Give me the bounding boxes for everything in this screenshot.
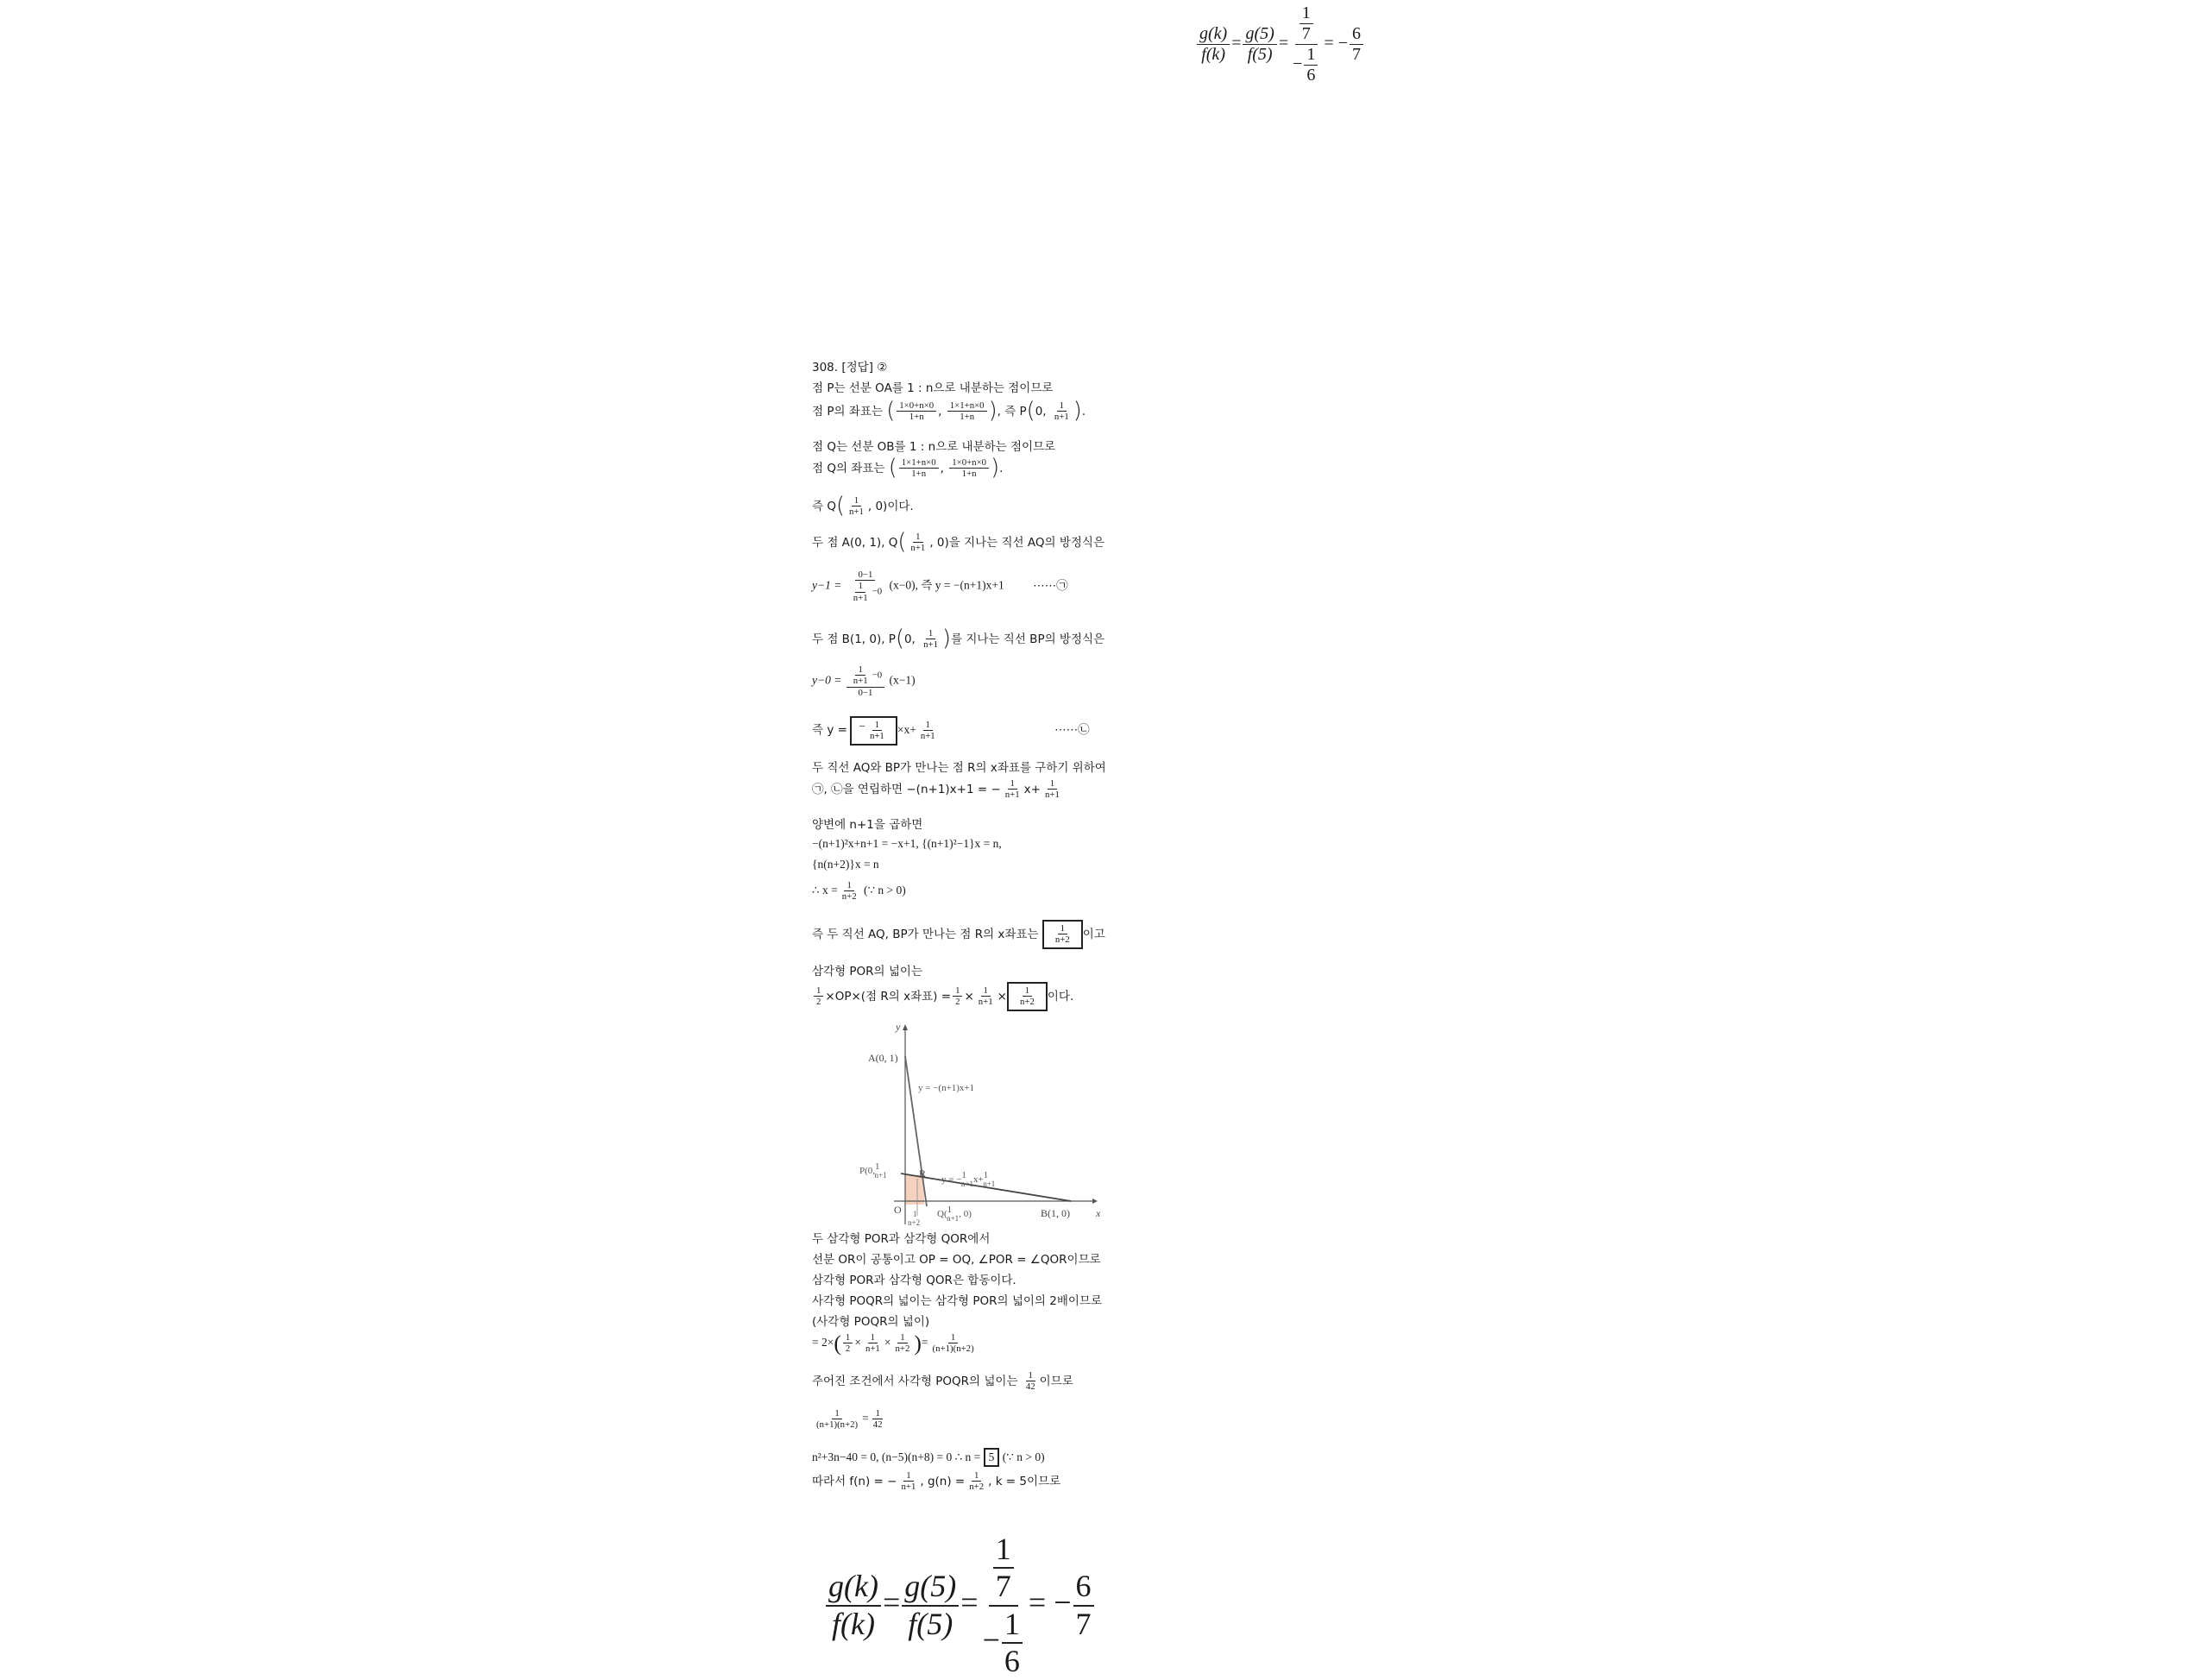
text-line: $\frac{1}{(n+1)(n+2)}$ = $\frac{1}{42}$ [816, 1408, 883, 1431]
text-line: 점 P의 좌표는 ( $\frac{1\times 0+n\times 0}{1+n}$ , $\frac{1\times 1+n\times 0}{1+n}$ ), 즉 P(0, $\frac{1}{n+1}$ ). [812, 398, 1086, 425]
fraction: $\frac{g(k)}{f(k)}$ [826, 1569, 881, 1642]
fraction: $\frac{6}{7}$ [1073, 1569, 1094, 1642]
answer-box: 5 [984, 1448, 1000, 1467]
point-a-label: A(0, 1) [868, 1052, 898, 1064]
r-x-label-den: n+2 [908, 1218, 921, 1227]
text-line: 주어진 조건에서 사각형 POQR의 넓이는 $\frac{1}{42}$ 이므로 [812, 1370, 1073, 1393]
fraction: $\frac{1}{7}$ − $\frac{1}{6}$ [1290, 3, 1322, 85]
text-line: −(n+1)²x+n+1 = −x+1, {(n+1)²−1}x = n, [812, 837, 1002, 850]
text-line: $\frac{1}{2}$ ×OP×(점 R의 x좌표) = $\frac{1}{2}$ × $\frac{1}{n+1}$ × $\frac{1}{n+2}$ 이다. [812, 982, 1073, 1011]
text-line: 즉 두 직선 AQ, BP가 만나는 점 R의 x좌표는 $\frac{1}{n+2}$ 이고 [812, 920, 1105, 949]
text-line: 두 점 A(0, 1), Q( $\frac{1}{n+1}$ , 0)을 지나는 직선 AQ의 방정식은 [812, 529, 1104, 556]
x-axis-arrow [1092, 1199, 1098, 1204]
fraction: $\frac{g(5)}{f(5)}$ [902, 1569, 959, 1642]
text-line: y−0 = $\frac{1}{n+1}$ −0 0−1 (x−1) [812, 664, 916, 698]
fraction: $\frac{6}{7}$ [1350, 24, 1363, 65]
shaded-quadrilateral [905, 1175, 924, 1205]
text-line: 삼각형 POR의 넓이는 [812, 965, 923, 978]
point-q-label: Q(1 n+1, 0) [937, 1205, 972, 1223]
solution-header: 308. [정답] ② [812, 361, 888, 374]
final-equation: $\frac{g(k)}{f(k)}$ = $\frac{g(5)}{f(5)}$ = $\frac{1}{7}$ − $\frac{1}{6}$ = − $\frac{6}{7}$ [824, 1532, 1096, 1680]
fraction: $\frac{g(5)}{f(5)}$ [1243, 24, 1276, 65]
y-axis-arrow [903, 1024, 908, 1030]
text-line: 즉 Q( $\frac{1}{n+1}$ , 0)이다. [812, 493, 914, 519]
text-line: ∴ x = $\frac{1}{n+2}$ (∵ n > 0) [812, 880, 906, 903]
fraction: $\frac{g(k)}{f(k)}$ [1197, 24, 1230, 65]
point-p-label: P(0,1 n+1 [859, 1161, 887, 1180]
text-line: 따라서 f(n) = − $\frac{1}{n+1}$ , g(n) = $\frac{1}{n+2}$ , k = 5이므로 [812, 1470, 1061, 1493]
text-line: 점 P는 선분 OA를 1 : n으로 내분하는 점이므로 [812, 381, 1054, 395]
text-line: 양변에 n+1을 곱하면 [812, 818, 923, 832]
text-line: 즉 y = − $\frac{1}{n+1}$ ×x+ $\frac{1}{n+1}$ ⋯⋯㉡ [812, 716, 1090, 746]
text-line: (사각형 POQR의 넓이) [812, 1315, 930, 1329]
text-line: 점 Q는 선분 OB를 1 : n으로 내분하는 점이므로 [812, 440, 1056, 454]
fraction: $\frac{1}{7}$ − $\frac{1}{6}$ [980, 1532, 1027, 1680]
text-line: 점 Q의 좌표는 ( $\frac{1\times 1+n\times 0}{1+n}$ , $\frac{1\times 0+n\times 0}{1+n}$ ). [812, 455, 1004, 481]
y-axis-label: y [896, 1021, 901, 1033]
point-b-label: B(1, 0) [1041, 1207, 1070, 1219]
text-line: y−1 = 0−1 $\frac{1}{n+1}$ −0 (x−0), 즉 y = −(n+1)x+1 ⋯⋯㉠ [812, 569, 1068, 603]
text-line: {n(n+2)}x = n [812, 858, 879, 871]
text-line: n²+3n−40 = 0, (n−5)(n+8) = 0 ∴ n = 5 (∵ n > 0) [812, 1448, 1045, 1467]
answer-box: $\frac{1}{n+2}$ [1007, 982, 1048, 1011]
r-x-label-num: 1 [913, 1210, 917, 1218]
text-line: 두 삼각형 POR과 삼각형 QOR에서 [812, 1232, 991, 1246]
text-line: ㉠, ㉡을 연립하면 −(n+1)x+1 = − $\frac{1}{n+1}$ x+ $\frac{1}{n+1}$ [812, 778, 1060, 801]
top-equation: $\frac{g(k)}{f(k)}$ = $\frac{g(5)}{f(5)}$ = $\frac{1}{7}$ − $\frac{1}{6}$ = − $\frac{6}{7}$ [1195, 3, 1365, 85]
text-line: = 2×( $\frac{1}{2}$ × $\frac{1}{n+1}$ × $\frac{1}{n+2}$ )= $\frac{1}{(n+1)(n+2)}$ [812, 1331, 974, 1356]
text-line: 사각형 POQR의 넓이는 삼각형 POR의 넓이의 2배이므로 [812, 1294, 1102, 1308]
solution-text [812, 357, 1157, 1505]
line-aq-label: y = −(n+1)x+1 [918, 1083, 975, 1093]
text-line: 삼각형 POR과 삼각형 QOR은 합동이다. [812, 1274, 1016, 1287]
line-bp-label: y = −1 n+1x+1 n+1 [941, 1170, 996, 1188]
point-r-label: R [919, 1167, 927, 1180]
answer-box: $\frac{1}{n+2}$ [1042, 920, 1083, 949]
x-axis-label: x [1096, 1207, 1101, 1219]
coordinate-graph [859, 1021, 1101, 1229]
answer-box: − $\frac{1}{n+1}$ [850, 716, 897, 746]
text-line: 선분 OR이 공통이고 OP = OQ, ∠POR = ∠QOR이므로 [812, 1253, 1101, 1267]
text-line: 두 직선 AQ와 BP가 만나는 점 R의 x좌표를 구하기 위하여 [812, 761, 1106, 775]
origin-label: O [894, 1204, 902, 1216]
text-line: 두 점 B(1, 0), P(0, $\frac{1}{n+1}$ )를 지나는 직선 BP의 방정식은 [812, 626, 1105, 652]
